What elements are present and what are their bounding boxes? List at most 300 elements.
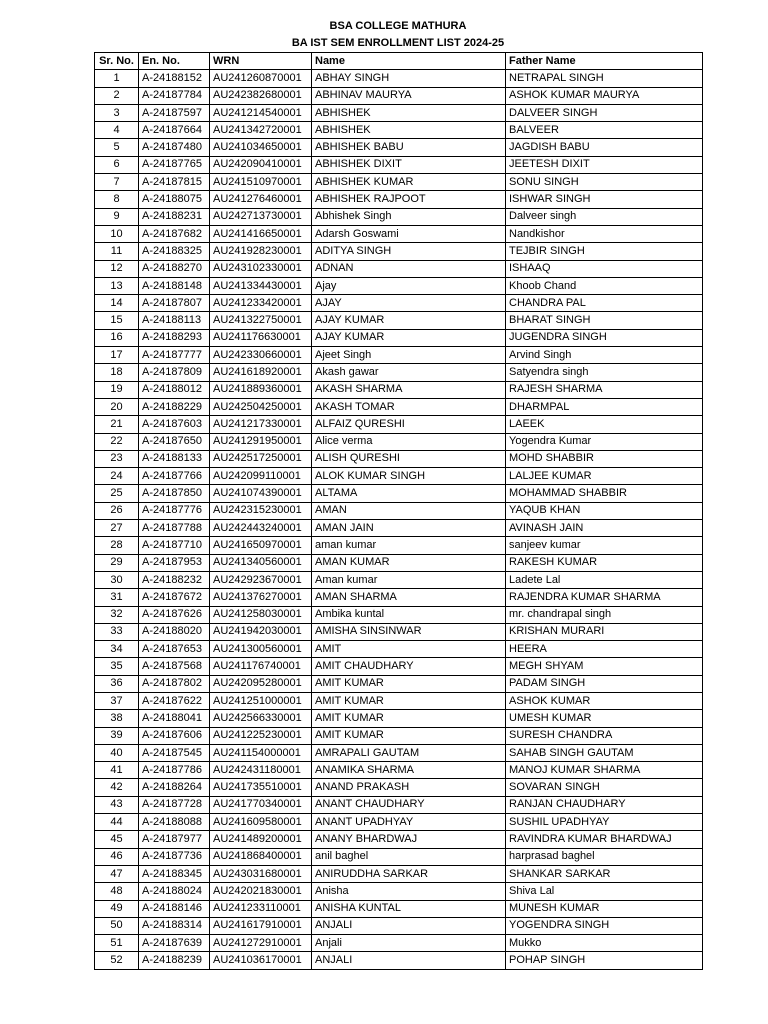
cell-sr-no: 12 <box>95 260 139 277</box>
cell-sr-no: 27 <box>95 520 139 537</box>
cell-sr-no: 24 <box>95 468 139 485</box>
table-row <box>95 225 703 242</box>
cell-sr-no: 41 <box>95 762 139 779</box>
cell-father-name: SUSHIL UPADHYAY <box>506 814 703 831</box>
table-row <box>95 571 703 588</box>
cell-father-name: Satyendra singh <box>506 364 703 381</box>
cell-father-name: Nandkishor <box>506 225 703 242</box>
cell-wrn: AU241176740001 <box>210 658 312 675</box>
cell-en-no: A-24187545 <box>139 744 210 761</box>
cell-name: AKASH SHARMA <box>312 381 506 398</box>
table-row <box>95 208 703 225</box>
cell-wrn: AU242090410001 <box>210 156 312 173</box>
cell-name: ANJALI <box>312 952 506 969</box>
cell-name: Ambika kuntal <box>312 606 506 623</box>
cell-sr-no: 15 <box>95 312 139 329</box>
table-row <box>95 364 703 381</box>
cell-sr-no: 14 <box>95 295 139 312</box>
cell-wrn: AU242517250001 <box>210 450 312 467</box>
cell-wrn: AU241340560001 <box>210 554 312 571</box>
cell-name: AKASH TOMAR <box>312 398 506 415</box>
cell-wrn: AU241489200001 <box>210 831 312 848</box>
cell-name: ANANY BHARDWAJ <box>312 831 506 848</box>
cell-name: AJAY KUMAR <box>312 329 506 346</box>
table-row <box>95 900 703 917</box>
cell-wrn: AU241217330001 <box>210 416 312 433</box>
table-row <box>95 814 703 831</box>
cell-wrn: AU241258030001 <box>210 606 312 623</box>
table-row <box>95 312 703 329</box>
cell-sr-no: 34 <box>95 641 139 658</box>
cell-en-no: A-24187650 <box>139 433 210 450</box>
list-subtitle: BA IST SEM ENROLLMENT LIST 2024-25 <box>291 37 505 49</box>
cell-sr-no: 5 <box>95 139 139 156</box>
cell-wrn: AU241510970001 <box>210 174 312 191</box>
cell-father-name: sanjeev kumar <box>506 537 703 554</box>
cell-father-name: Dalveer singh <box>506 208 703 225</box>
cell-sr-no: 42 <box>95 779 139 796</box>
cell-father-name: TEJBIR SINGH <box>506 243 703 260</box>
cell-father-name: Yogendra Kumar <box>506 433 703 450</box>
cell-wrn: AU241251000001 <box>210 692 312 709</box>
cell-name: ABHISHEK KUMAR <box>312 174 506 191</box>
cell-name: Aman kumar <box>312 571 506 588</box>
cell-father-name: MUNESH KUMAR <box>506 900 703 917</box>
cell-father-name: BALVEER <box>506 122 703 139</box>
cell-wrn: AU241214540001 <box>210 104 312 121</box>
cell-wrn: AU242713730001 <box>210 208 312 225</box>
cell-father-name: ISHAAQ <box>506 260 703 277</box>
cell-wrn: AU241617910001 <box>210 917 312 934</box>
cell-en-no: A-24188133 <box>139 450 210 467</box>
cell-wrn: AU241154000001 <box>210 744 312 761</box>
cell-en-no: A-24188088 <box>139 814 210 831</box>
table-row <box>95 537 703 554</box>
cell-sr-no: 49 <box>95 900 139 917</box>
cell-name: ABHISHEK <box>312 104 506 121</box>
cell-name: Alice verma <box>312 433 506 450</box>
cell-en-no: A-24187653 <box>139 641 210 658</box>
cell-en-no: A-24188345 <box>139 865 210 882</box>
cell-sr-no: 20 <box>95 398 139 415</box>
cell-name: ABHISHEK RAJPOOT <box>312 191 506 208</box>
cell-name: AMAN <box>312 502 506 519</box>
cell-wrn: AU241176630001 <box>210 329 312 346</box>
cell-sr-no: 31 <box>95 589 139 606</box>
cell-father-name: ASHOK KUMAR <box>506 692 703 709</box>
cell-en-no: A-24188024 <box>139 883 210 900</box>
cell-sr-no: 1 <box>95 70 139 87</box>
cell-en-no: A-24187682 <box>139 225 210 242</box>
cell-name: AJAY KUMAR <box>312 312 506 329</box>
cell-sr-no: 52 <box>95 952 139 969</box>
table-row <box>95 779 703 796</box>
cell-name: ALOK KUMAR SINGH <box>312 468 506 485</box>
cell-father-name: LAEEK <box>506 416 703 433</box>
cell-wrn: AU241225230001 <box>210 727 312 744</box>
cell-sr-no: 29 <box>95 554 139 571</box>
cell-en-no: A-24187606 <box>139 727 210 744</box>
cell-wrn: AU241334430001 <box>210 277 312 294</box>
table-row <box>95 191 703 208</box>
cell-name: ANIRUDDHA SARKAR <box>312 865 506 882</box>
cell-en-no: A-24187815 <box>139 174 210 191</box>
cell-sr-no: 8 <box>95 191 139 208</box>
cell-father-name: SURESH CHANDRA <box>506 727 703 744</box>
table-row <box>95 641 703 658</box>
cell-wrn: AU242382680001 <box>210 87 312 104</box>
cell-name: ABHISHEK <box>312 122 506 139</box>
cell-name: AMIT CHAUDHARY <box>312 658 506 675</box>
cell-wrn: AU241300560001 <box>210 641 312 658</box>
cell-father-name: POHAP SINGH <box>506 952 703 969</box>
cell-name: ALISH QURESHI <box>312 450 506 467</box>
cell-sr-no: 43 <box>95 796 139 813</box>
cell-sr-no: 45 <box>95 831 139 848</box>
cell-father-name: SOVARAN SINGH <box>506 779 703 796</box>
cell-en-no: A-24187597 <box>139 104 210 121</box>
cell-sr-no: 25 <box>95 485 139 502</box>
cell-father-name: RAKESH KUMAR <box>506 554 703 571</box>
cell-en-no: A-24188270 <box>139 260 210 277</box>
college-title: BSA COLLEGE MATHURA <box>329 20 467 32</box>
cell-sr-no: 11 <box>95 243 139 260</box>
table-body <box>95 70 703 969</box>
cell-sr-no: 18 <box>95 364 139 381</box>
cell-en-no: A-24187784 <box>139 87 210 104</box>
cell-en-no: A-24187710 <box>139 537 210 554</box>
table-row <box>95 70 703 87</box>
table-row <box>95 952 703 969</box>
cell-sr-no: 13 <box>95 277 139 294</box>
cell-en-no: A-24187765 <box>139 156 210 173</box>
cell-name: Anisha <box>312 883 506 900</box>
cell-en-no: A-24188325 <box>139 243 210 260</box>
cell-father-name: ASHOK KUMAR MAURYA <box>506 87 703 104</box>
cell-sr-no: 22 <box>95 433 139 450</box>
cell-en-no: A-24188012 <box>139 381 210 398</box>
cell-en-no: A-24187622 <box>139 692 210 709</box>
table-row <box>95 865 703 882</box>
table-row <box>95 883 703 900</box>
cell-father-name: DHARMPAL <box>506 398 703 415</box>
cell-en-no: A-24187672 <box>139 589 210 606</box>
cell-en-no: A-24187480 <box>139 139 210 156</box>
cell-en-no: A-24187777 <box>139 347 210 364</box>
cell-wrn: AU241342720001 <box>210 122 312 139</box>
cell-wrn: AU242021830001 <box>210 883 312 900</box>
cell-father-name: HEERA <box>506 641 703 658</box>
table-row <box>95 658 703 675</box>
table-row <box>95 606 703 623</box>
table-row <box>95 381 703 398</box>
cell-father-name: ISHWAR SINGH <box>506 191 703 208</box>
table-row <box>95 295 703 312</box>
cell-wrn: AU241942030001 <box>210 623 312 640</box>
cell-sr-no: 6 <box>95 156 139 173</box>
cell-father-name: SAHAB SINGH GAUTAM <box>506 744 703 761</box>
cell-father-name: AVINASH JAIN <box>506 520 703 537</box>
cell-name: anil baghel <box>312 848 506 865</box>
table-row <box>95 796 703 813</box>
cell-sr-no: 51 <box>95 935 139 952</box>
cell-name: ABHISHEK DIXIT <box>312 156 506 173</box>
cell-en-no: A-24187603 <box>139 416 210 433</box>
cell-father-name: LALJEE KUMAR <box>506 468 703 485</box>
table-row <box>95 848 703 865</box>
cell-en-no: A-24188113 <box>139 312 210 329</box>
cell-father-name: SHANKAR SARKAR <box>506 865 703 882</box>
cell-wrn: AU241034650001 <box>210 139 312 156</box>
cell-name: ADITYA SINGH <box>312 243 506 260</box>
cell-sr-no: 4 <box>95 122 139 139</box>
cell-wrn: AU241233420001 <box>210 295 312 312</box>
cell-sr-no: 26 <box>95 502 139 519</box>
cell-sr-no: 39 <box>95 727 139 744</box>
cell-en-no: A-24188229 <box>139 398 210 415</box>
cell-en-no: A-24187568 <box>139 658 210 675</box>
cell-wrn: AU241928230001 <box>210 243 312 260</box>
cell-name: AMIT KUMAR <box>312 710 506 727</box>
cell-name: ANAND PRAKASH <box>312 779 506 796</box>
cell-en-no: A-24188152 <box>139 70 210 87</box>
table-row <box>95 87 703 104</box>
cell-sr-no: 40 <box>95 744 139 761</box>
table-header-row <box>95 53 703 70</box>
cell-father-name: RAVINDRA KUMAR BHARDWAJ <box>506 831 703 848</box>
cell-sr-no: 50 <box>95 917 139 934</box>
cell-father-name: SONU SINGH <box>506 174 703 191</box>
cell-name: AMIT KUMAR <box>312 692 506 709</box>
cell-father-name: KRISHAN MURARI <box>506 623 703 640</box>
table-row <box>95 277 703 294</box>
table-row <box>95 433 703 450</box>
cell-en-no: A-24188239 <box>139 952 210 969</box>
cell-father-name: Shiva Lal <box>506 883 703 900</box>
cell-father-name: MANOJ KUMAR SHARMA <box>506 762 703 779</box>
cell-en-no: A-24188231 <box>139 208 210 225</box>
cell-sr-no: 47 <box>95 865 139 882</box>
cell-sr-no: 46 <box>95 848 139 865</box>
cell-wrn: AU241618920001 <box>210 364 312 381</box>
cell-name: AMAN JAIN <box>312 520 506 537</box>
cell-father-name: Mukko <box>506 935 703 952</box>
cell-sr-no: 33 <box>95 623 139 640</box>
table-row <box>95 675 703 692</box>
cell-sr-no: 9 <box>95 208 139 225</box>
cell-name: ALTAMA <box>312 485 506 502</box>
cell-father-name: MEGH SHYAM <box>506 658 703 675</box>
cell-en-no: A-24187802 <box>139 675 210 692</box>
cell-en-no: A-24188075 <box>139 191 210 208</box>
table-row <box>95 139 703 156</box>
cell-wrn: AU241291950001 <box>210 433 312 450</box>
cell-name: Ajay <box>312 277 506 294</box>
cell-en-no: A-24187977 <box>139 831 210 848</box>
cell-wrn: AU242566330001 <box>210 710 312 727</box>
table-row <box>95 502 703 519</box>
table-row <box>95 935 703 952</box>
cell-en-no: A-24187728 <box>139 796 210 813</box>
cell-en-no: A-24187776 <box>139 502 210 519</box>
table-row <box>95 243 703 260</box>
cell-wrn: AU242099110001 <box>210 468 312 485</box>
cell-father-name: RAJESH SHARMA <box>506 381 703 398</box>
cell-father-name: MOHD SHABBIR <box>506 450 703 467</box>
cell-sr-no: 38 <box>95 710 139 727</box>
cell-wrn: AU241416650001 <box>210 225 312 242</box>
cell-name: ABHISHEK BABU <box>312 139 506 156</box>
cell-en-no: A-24188232 <box>139 571 210 588</box>
table-row <box>95 174 703 191</box>
cell-en-no: A-24188148 <box>139 277 210 294</box>
table-row <box>95 260 703 277</box>
cell-father-name: Ladete Lal <box>506 571 703 588</box>
cell-wrn: AU241233110001 <box>210 900 312 917</box>
cell-father-name: PADAM SINGH <box>506 675 703 692</box>
cell-name: Akash gawar <box>312 364 506 381</box>
table-row <box>95 727 703 744</box>
cell-en-no: A-24188314 <box>139 917 210 934</box>
cell-name: ABHAY SINGH <box>312 70 506 87</box>
cell-wrn: AU242095280001 <box>210 675 312 692</box>
cell-wrn: AU241260870001 <box>210 70 312 87</box>
cell-sr-no: 44 <box>95 814 139 831</box>
cell-sr-no: 17 <box>95 347 139 364</box>
cell-name: ALFAIZ QURESHI <box>312 416 506 433</box>
table-row <box>95 468 703 485</box>
table-row <box>95 347 703 364</box>
cell-wrn: AU242923670001 <box>210 571 312 588</box>
table-row <box>95 831 703 848</box>
cell-name: ANAMIKA SHARMA <box>312 762 506 779</box>
cell-name: AMAN SHARMA <box>312 589 506 606</box>
cell-name: ANISHA KUNTAL <box>312 900 506 917</box>
cell-wrn: AU241770340001 <box>210 796 312 813</box>
cell-en-no: A-24187809 <box>139 364 210 381</box>
cell-sr-no: 48 <box>95 883 139 900</box>
cell-father-name: DALVEER SINGH <box>506 104 703 121</box>
cell-en-no: A-24187626 <box>139 606 210 623</box>
table-row <box>95 623 703 640</box>
table-row <box>95 485 703 502</box>
cell-wrn: AU242504250001 <box>210 398 312 415</box>
cell-father-name: Arvind Singh <box>506 347 703 364</box>
cell-en-no: A-24188293 <box>139 329 210 346</box>
cell-en-no: A-24188041 <box>139 710 210 727</box>
cell-sr-no: 7 <box>95 174 139 191</box>
cell-name: AJAY <box>312 295 506 312</box>
cell-en-no: A-24187807 <box>139 295 210 312</box>
cell-father-name: MOHAMMAD SHABBIR <box>506 485 703 502</box>
cell-en-no: A-24187639 <box>139 935 210 952</box>
cell-sr-no: 16 <box>95 329 139 346</box>
cell-en-no: A-24188146 <box>139 900 210 917</box>
header-name: Name <box>312 53 506 70</box>
cell-name: AMIT KUMAR <box>312 675 506 692</box>
cell-wrn: AU241276460001 <box>210 191 312 208</box>
cell-name: ABHINAV MAURYA <box>312 87 506 104</box>
table-row <box>95 917 703 934</box>
cell-wrn: AU241735510001 <box>210 779 312 796</box>
cell-wrn: AU242330660001 <box>210 347 312 364</box>
cell-en-no: A-24188264 <box>139 779 210 796</box>
cell-sr-no: 21 <box>95 416 139 433</box>
header-wrn: WRN <box>210 53 312 70</box>
header-en-no: En. No. <box>139 53 210 70</box>
cell-father-name: BHARAT SINGH <box>506 312 703 329</box>
table-row <box>95 329 703 346</box>
header-father-name: Father Name <box>506 53 703 70</box>
cell-wrn: AU241376270001 <box>210 589 312 606</box>
cell-wrn: AU241650970001 <box>210 537 312 554</box>
cell-sr-no: 36 <box>95 675 139 692</box>
table-row <box>95 710 703 727</box>
cell-sr-no: 37 <box>95 692 139 709</box>
cell-name: Adarsh Goswami <box>312 225 506 242</box>
cell-wrn: AU242315230001 <box>210 502 312 519</box>
enrollment-document <box>94 18 702 970</box>
cell-father-name: Khoob Chand <box>506 277 703 294</box>
cell-wrn: AU241036170001 <box>210 952 312 969</box>
cell-sr-no: 35 <box>95 658 139 675</box>
cell-wrn: AU241609580001 <box>210 814 312 831</box>
cell-father-name: JEETESH DIXIT <box>506 156 703 173</box>
table-row <box>95 104 703 121</box>
cell-sr-no: 23 <box>95 450 139 467</box>
cell-en-no: A-24187736 <box>139 848 210 865</box>
cell-name: Abhishek Singh <box>312 208 506 225</box>
table-row <box>95 520 703 537</box>
cell-father-name: RANJAN CHAUDHARY <box>506 796 703 813</box>
header-sr-no: Sr. No. <box>95 53 139 70</box>
cell-wrn: AU242443240001 <box>210 520 312 537</box>
cell-name: AMRAPALI GAUTAM <box>312 744 506 761</box>
cell-name: AMIT KUMAR <box>312 727 506 744</box>
cell-name: ADNAN <box>312 260 506 277</box>
cell-sr-no: 19 <box>95 381 139 398</box>
cell-name: ANJALI <box>312 917 506 934</box>
cell-wrn: AU243102330001 <box>210 260 312 277</box>
table-row <box>95 122 703 139</box>
table-row <box>95 762 703 779</box>
table-row <box>95 398 703 415</box>
cell-name: AMISHA SINSINWAR <box>312 623 506 640</box>
cell-father-name: YOGENDRA SINGH <box>506 917 703 934</box>
cell-name: Anjali <box>312 935 506 952</box>
cell-name: ANANT CHAUDHARY <box>312 796 506 813</box>
cell-sr-no: 28 <box>95 537 139 554</box>
cell-wrn: AU241322750001 <box>210 312 312 329</box>
cell-name: ANANT UPADHYAY <box>312 814 506 831</box>
cell-sr-no: 3 <box>95 104 139 121</box>
cell-father-name: JAGDISH BABU <box>506 139 703 156</box>
cell-name: Ajeet Singh <box>312 347 506 364</box>
cell-en-no: A-24187664 <box>139 122 210 139</box>
cell-wrn: AU241889360001 <box>210 381 312 398</box>
table-row <box>95 744 703 761</box>
enrollment-table <box>94 52 703 970</box>
table-row <box>95 450 703 467</box>
cell-sr-no: 30 <box>95 571 139 588</box>
cell-father-name: NETRAPAL SINGH <box>506 70 703 87</box>
table-row <box>95 589 703 606</box>
cell-father-name: CHANDRA PAL <box>506 295 703 312</box>
cell-en-no: A-24187953 <box>139 554 210 571</box>
cell-father-name: mr. chandrapal singh <box>506 606 703 623</box>
table-row <box>95 416 703 433</box>
cell-wrn: AU241868400001 <box>210 848 312 865</box>
